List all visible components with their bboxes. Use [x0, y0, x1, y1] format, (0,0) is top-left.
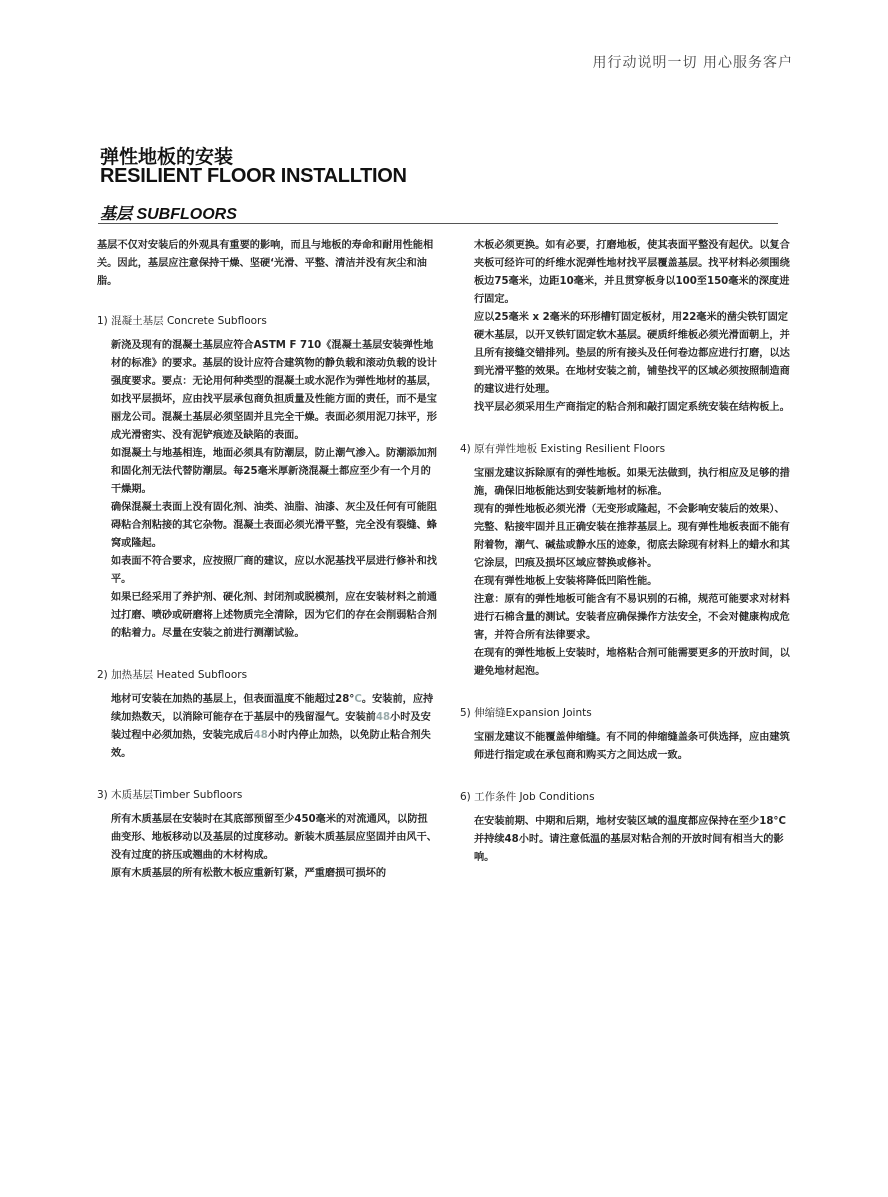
section-expansion: [460, 705, 790, 765]
right-column: [460, 237, 790, 891]
section-heading: 5) 伸缩缝Expansion Joints: [460, 707, 592, 719]
section-concrete: [97, 313, 437, 643]
paragraph: 在现有的弹性地板上安装时，地格粘合剂可能需要更多的开放时间，以避免地材起泡。: [474, 648, 790, 677]
paragraph: 找平层必须采用生产商指定的粘合剂和敲打固定系统安装在结构板上。: [474, 402, 790, 413]
paragraph: 木板必须更换。如有必要，打磨地板，使其表面平整没有起伏。以复合夹板可经许可的纤维水泥弹性地材找平层覆盖基层。找平材料必须围绕板边75毫米，边距10毫米，并且贯穿板身以100至150毫米的深度进行固定。: [474, 240, 790, 305]
title-divider: [98, 223, 778, 224]
paragraph: 新浇及现有的混凝土基层应符合ASTM F 710《混凝土基层安装弹性地材的标准》的要求。基层的设计应符合建筑物的静负载和滚动负载的设计强度要求。要点：无论用何种类型的混凝土或水泥作为弹性地材的基层，如找平层损坏，应由找平层承包商负担质量及性能方面的责任，而不是宝丽龙公司。混凝土基层必须坚固并且完全干燥。表面必须用泥刀抹平，形成光滑密实、没有泥铲痕迹及缺陷的表面。: [111, 340, 437, 441]
paragraph: 确保混凝土表面上没有固化剂、油类、油脂、油漆、灰尘及任何有可能阻碍粘合剂粘接的其它杂物。混凝土表面必须光滑平整，完全没有裂缝、蜂窝或隆起。: [111, 502, 437, 549]
section-heading: 3) 木质基层Timber Subfloors: [97, 789, 243, 801]
paragraph: [111, 691, 437, 763]
section-job-conditions: [460, 789, 790, 867]
paragraph: 如表面不符合要求，应按照厂商的建议，应以水泥基找平层进行修补和找平。: [111, 556, 437, 585]
section-timber: [97, 787, 437, 883]
paragraph: 原有木质基层的所有松散木板应重新钉紧，严重磨损可损坏的: [111, 868, 387, 879]
paragraph: 如混凝土与地基相连，地面必须具有防潮层，防止潮气渗入。防潮添加剂和固化剂无法代替防潮层。每25毫米厚新浇混凝土都应至少有一个月的干燥期。: [111, 448, 437, 495]
text-run: C: [354, 694, 362, 705]
intro-paragraph: 基层不仅对安装后的外观具有重要的影响，而且与地板的寿命和耐用性能相关。因此，基层应注意保持干燥、坚硬‘光滑、平整、清洁并没有灰尘和油脂。: [97, 240, 434, 287]
paragraph: 在安装前期、中期和后期，地材安装区域的温度都应保持在至少18°C并持续48小时。请注意低温的基层对粘合剂的开放时间有相当大的影响。: [474, 816, 786, 863]
paragraph: 注意：原有的弹性地板可能含有不易识别的石棉，规范可能要求对材料进行石棉含量的测试。安装者应确保操作方法安全，不会对健康构成危害，并符合所有法律要求。: [474, 594, 790, 641]
section-heading: 1) 混凝土基层 Concrete Subfloors: [97, 315, 267, 327]
paragraph: 如果已经采用了养护剂、硬化剂、封闭剂或脱模剂，应在安装材料之前通过打磨、喷砂或研磨将上述物质完全清除，因为它们的存在会削弱粘合剂的粘着力。尽量在安装之前进行测潮试验。: [111, 592, 437, 639]
text-run: 48: [375, 712, 391, 723]
section-subtitle: 基层 SUBFLOORS: [100, 206, 237, 223]
section-heading: 2) 加热基层 Heated Subfloors: [97, 669, 248, 681]
section-heated: [97, 667, 437, 763]
page-title-chinese: 弹性地板的安装: [100, 146, 234, 168]
text-run: 地材可安装在加热的基层上，但表面温度不能超过28°: [111, 694, 355, 705]
section-heading: 6) 工作条件 Job Conditions: [460, 791, 595, 803]
text-run: 。安装前，应持续加热数天，以消除可能存在于基层中的残留湿气。安装前: [111, 694, 434, 723]
page-title-english: RESILIENT FLOOR INSTALLTION: [100, 165, 407, 187]
paragraph: 现有的弹性地板必须光滑（无变形或隆起，不会影响安装后的效果）、完整、粘接牢固并且正确安装在推荐基层上。现有弹性地板表面不能有附着物，潮气、碱盐或静水压的迹象，彻底去除现有材料上的蜡水和其它涂层，凹痕及损坏区域应替换或修补。: [474, 504, 790, 569]
paragraph: 宝丽龙建议不能覆盖伸缩缝。有不同的伸缩缝盖条可供选择，应由建筑师进行指定或在承包商和购买方之间达成一致。: [474, 732, 790, 761]
text-run: 小时及安装过程中必须加热，安装完成后: [111, 712, 431, 741]
paragraph: 所有木质基层在安装时在其底部预留至少450毫米的对流通风，以防扭曲变形、地板移动以及基层的过度移动。新装木质基层应坚固并由风干、没有过度的挤压或翘曲的木材构成。: [111, 814, 437, 861]
section-timber-continued: [472, 237, 790, 417]
paragraph: 在现有弹性地板上安装将降低凹陷性能。: [474, 576, 658, 587]
header-tagline: 用行动说明一切 用心服务客户: [592, 55, 793, 71]
section-heading: 4) 原有弹性地板 Existing Resilient Floors: [460, 443, 666, 455]
paragraph: 宝丽龙建议拆除原有的弹性地板。如果无法做到，执行相应及足够的措施，确保旧地板能达到安装新地材的标准。: [474, 468, 790, 497]
paragraph: 应以25毫米 x 2毫米的环形槽钉固定板材，用22毫米的凿尖铁钉固定硬木基层，以开叉铁钉固定软木基层。硬质纤维板必须光滑面朝上，并且所有接缝交错排列。垫层的所有接头及任何卷边都应进行打磨，以达到光滑平整的效果。在地材安装之前，铺垫找平的区域必须按照制造商的建议进行处理。: [474, 312, 790, 395]
left-column: [97, 237, 437, 907]
text-run: 小时内停止加热，以免防止粘合剂失效。: [111, 730, 431, 759]
text-run: 48: [253, 730, 268, 741]
section-existing: [460, 441, 790, 681]
